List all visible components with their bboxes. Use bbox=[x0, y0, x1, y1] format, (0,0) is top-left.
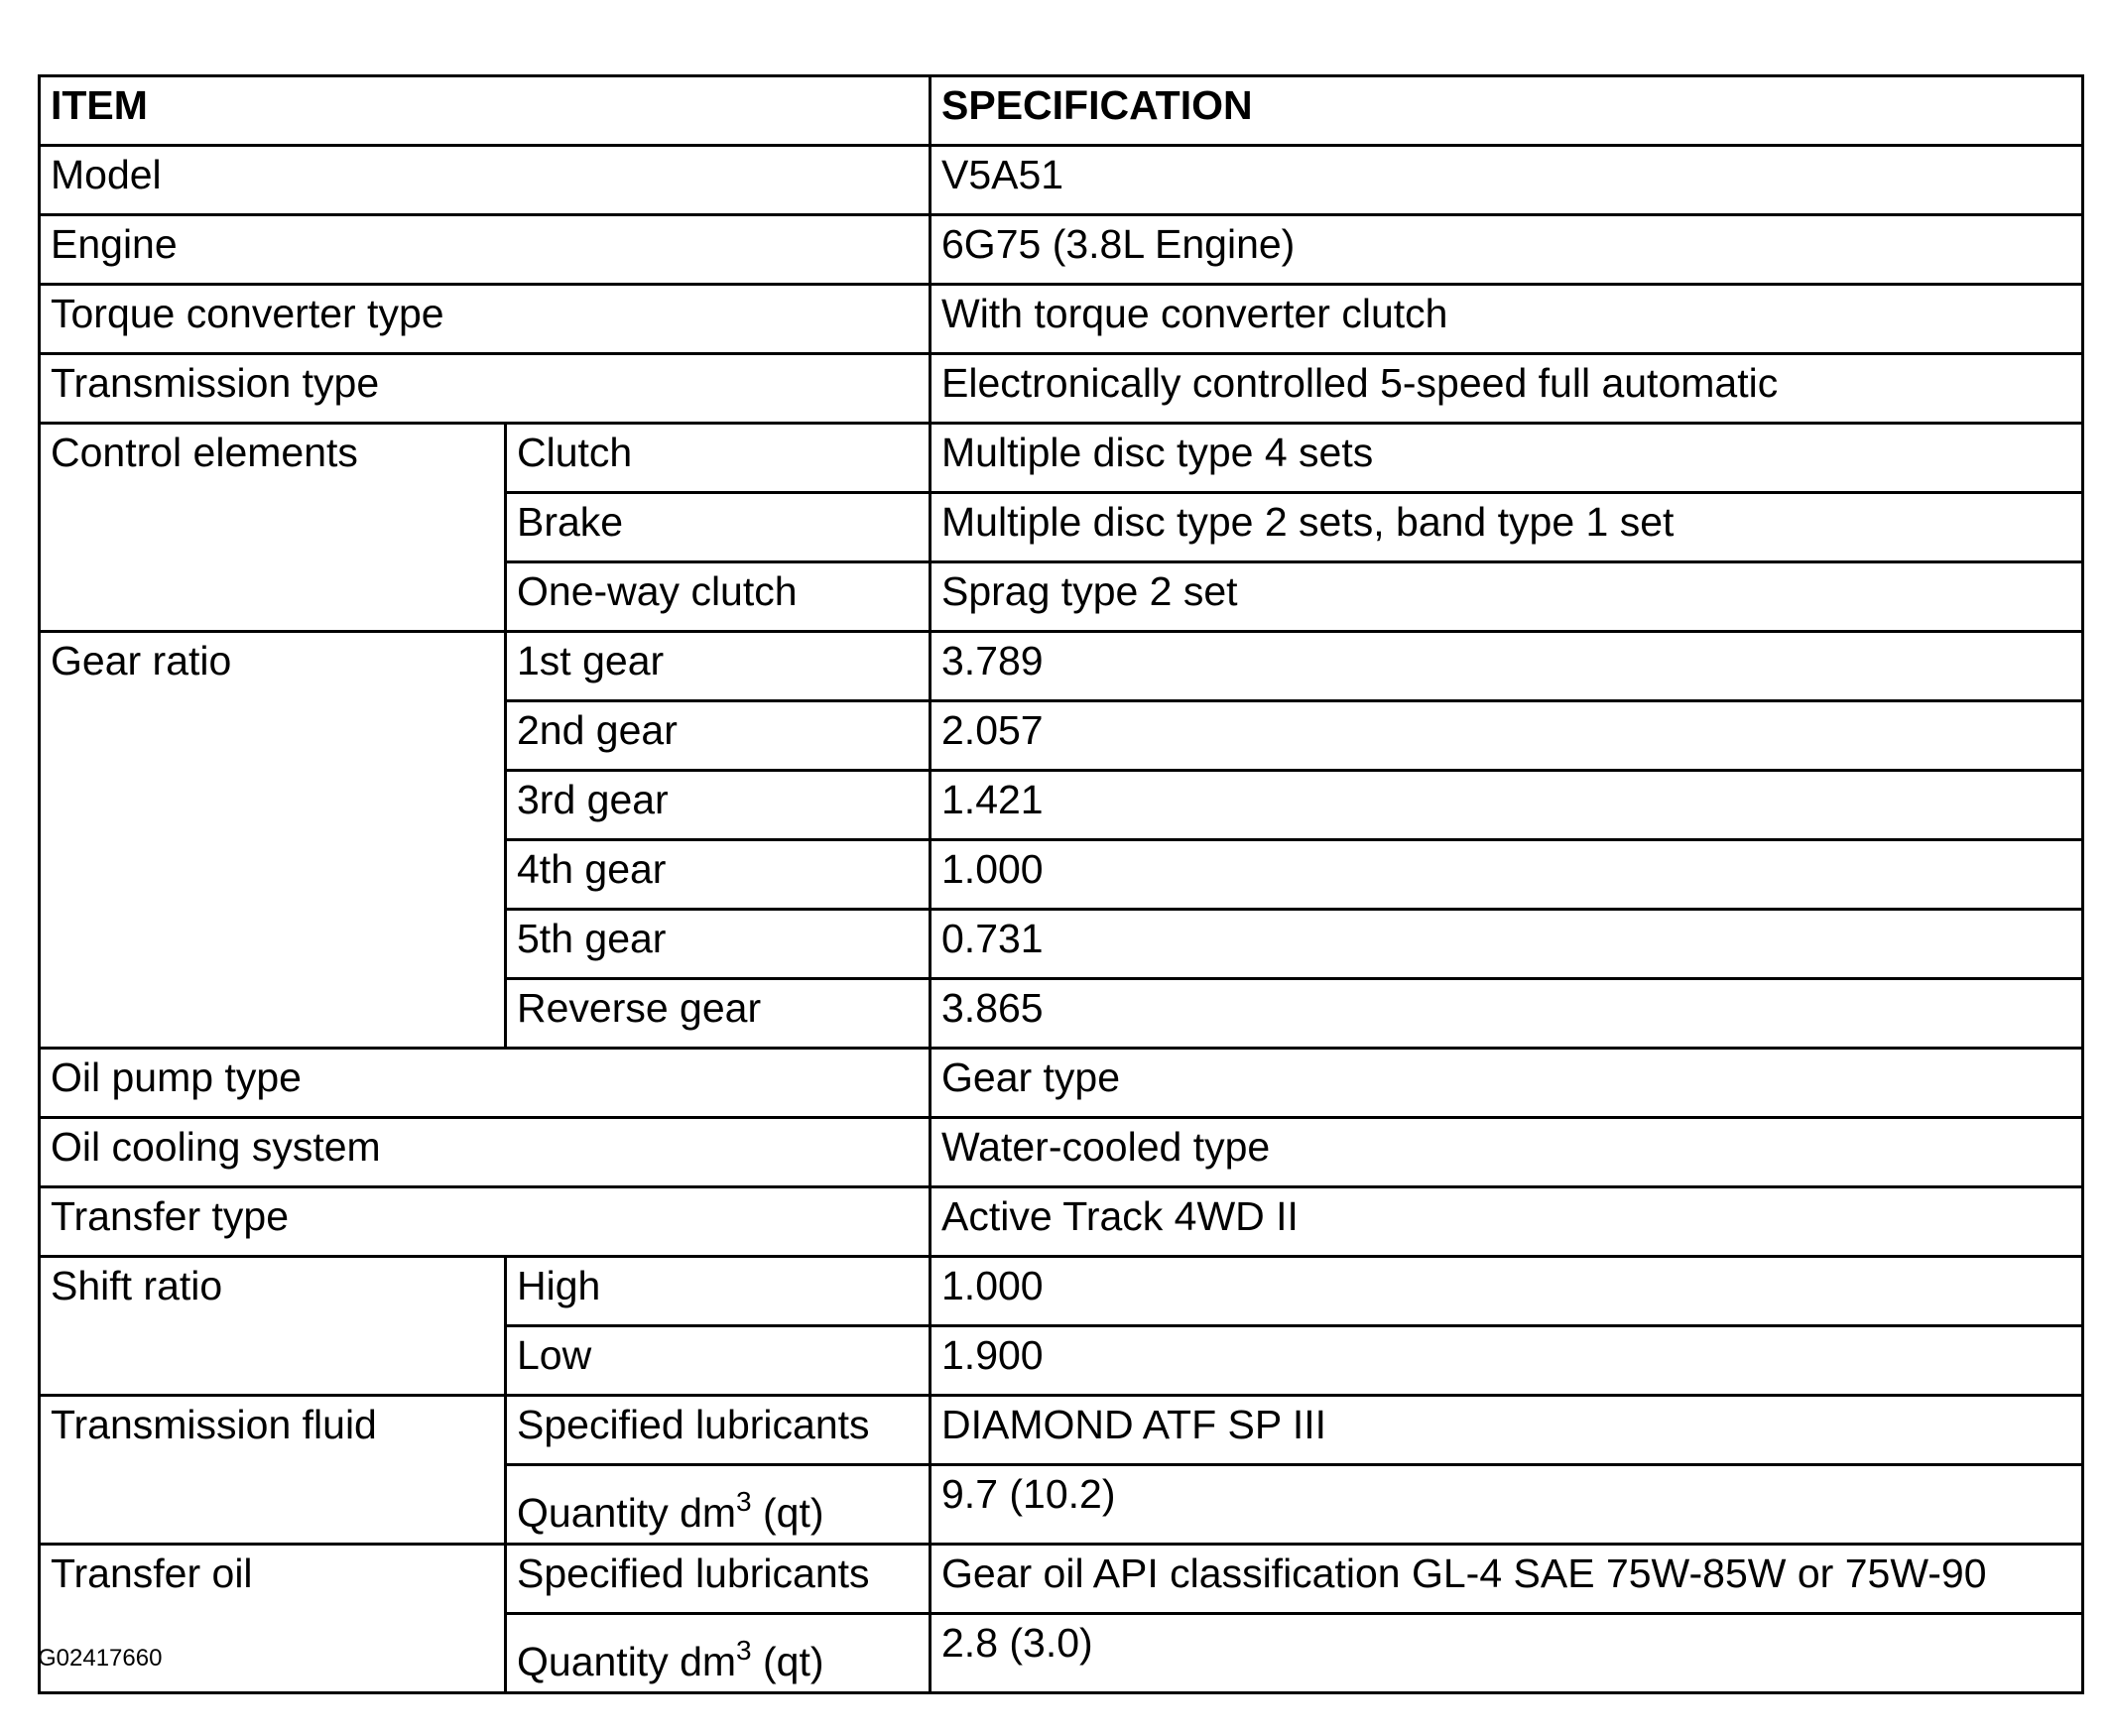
spec-cell: 9.7 (10.2) bbox=[931, 1465, 2083, 1545]
spec-cell: Multiple disc type 4 sets bbox=[931, 424, 2083, 493]
sub-item-cell: High bbox=[506, 1257, 931, 1326]
spec-cell: Electronically controlled 5-speed full automatic bbox=[931, 354, 2083, 424]
sub-item-cell: One-way clutch bbox=[506, 562, 931, 632]
sub-item-cell: 5th gear bbox=[506, 910, 931, 979]
table-row bbox=[40, 146, 2083, 215]
table-row bbox=[40, 285, 2083, 354]
spec-cell: 1.000 bbox=[931, 840, 2083, 910]
spec-cell: 6G75 (3.8L Engine) bbox=[931, 215, 2083, 285]
spec-cell: Sprag type 2 set bbox=[931, 562, 2083, 632]
table-row bbox=[40, 354, 2083, 424]
spec-cell: 1.000 bbox=[931, 1257, 2083, 1326]
spec-cell: 2.057 bbox=[931, 701, 2083, 771]
table-row bbox=[40, 424, 2083, 493]
table-row bbox=[40, 1545, 2083, 1614]
item-cell: Torque converter type bbox=[40, 285, 931, 354]
sub-item-cell: Specified lubricants bbox=[506, 1545, 931, 1614]
spec-cell: With torque converter clutch bbox=[931, 285, 2083, 354]
spec-cell: 1.421 bbox=[931, 771, 2083, 840]
spec-cell: Active Track 4WD II bbox=[931, 1187, 2083, 1257]
exponent-superscript: 3 bbox=[736, 1486, 752, 1517]
sub-item-cell: 2nd gear bbox=[506, 701, 931, 771]
sub-item-cell: Specified lubricants bbox=[506, 1396, 931, 1465]
spec-cell: Gear type bbox=[931, 1049, 2083, 1118]
table-row bbox=[40, 632, 2083, 701]
header-item: ITEM bbox=[40, 76, 931, 146]
sub-item-cell: 4th gear bbox=[506, 840, 931, 910]
table-header-row bbox=[40, 76, 2083, 146]
sub-item-cell: Reverse gear bbox=[506, 979, 931, 1049]
sub-item-cell: 3rd gear bbox=[506, 771, 931, 840]
sub-item-cell: Brake bbox=[506, 493, 931, 562]
quantity-label: Quantity dm bbox=[517, 1490, 737, 1536]
spec-cell: DIAMOND ATF SP III bbox=[931, 1396, 2083, 1465]
spec-cell: 2.8 (3.0) bbox=[931, 1614, 2083, 1693]
table-row bbox=[40, 1257, 2083, 1326]
specification-table bbox=[38, 74, 2084, 1694]
sub-item-cell: Low bbox=[506, 1326, 931, 1396]
item-cell: Control elements bbox=[40, 424, 506, 632]
exponent-superscript: 3 bbox=[736, 1635, 752, 1666]
item-cell: Transmission type bbox=[40, 354, 931, 424]
quantity-unit: (qt) bbox=[751, 1490, 824, 1536]
sub-item-cell bbox=[506, 1465, 931, 1545]
item-cell: Oil cooling system bbox=[40, 1118, 931, 1187]
sub-item-cell: Clutch bbox=[506, 424, 931, 493]
table-row bbox=[40, 1187, 2083, 1257]
spec-cell: V5A51 bbox=[931, 146, 2083, 215]
header-specification: SPECIFICATION bbox=[931, 76, 2083, 146]
table-row bbox=[40, 1118, 2083, 1187]
item-cell: Engine bbox=[40, 215, 931, 285]
item-cell: Oil pump type bbox=[40, 1049, 931, 1118]
quantity-unit: (qt) bbox=[751, 1639, 824, 1684]
spec-cell: 1.900 bbox=[931, 1326, 2083, 1396]
table-row bbox=[40, 1396, 2083, 1465]
quantity-label: Quantity dm bbox=[517, 1639, 737, 1684]
item-cell: Gear ratio bbox=[40, 632, 506, 1049]
item-cell: Transfer type bbox=[40, 1187, 931, 1257]
spec-cell: 3.789 bbox=[931, 632, 2083, 701]
table-row bbox=[40, 1049, 2083, 1118]
spec-cell: 0.731 bbox=[931, 910, 2083, 979]
item-cell: Shift ratio bbox=[40, 1257, 506, 1396]
spec-cell: Gear oil API classification GL-4 SAE 75W-85W or 75W-90 bbox=[931, 1545, 2083, 1614]
sub-item-cell: 1st gear bbox=[506, 632, 931, 701]
spec-cell: Water-cooled type bbox=[931, 1118, 2083, 1187]
table-row bbox=[40, 215, 2083, 285]
item-cell: Transfer oil bbox=[40, 1545, 506, 1693]
item-cell: Model bbox=[40, 146, 931, 215]
sub-item-cell bbox=[506, 1614, 931, 1693]
item-cell: Transmission fluid bbox=[40, 1396, 506, 1545]
spec-cell: Multiple disc type 2 sets, band type 1 set bbox=[931, 493, 2083, 562]
figure-id: G02417660 bbox=[38, 1645, 163, 1672]
spec-cell: 3.865 bbox=[931, 979, 2083, 1049]
